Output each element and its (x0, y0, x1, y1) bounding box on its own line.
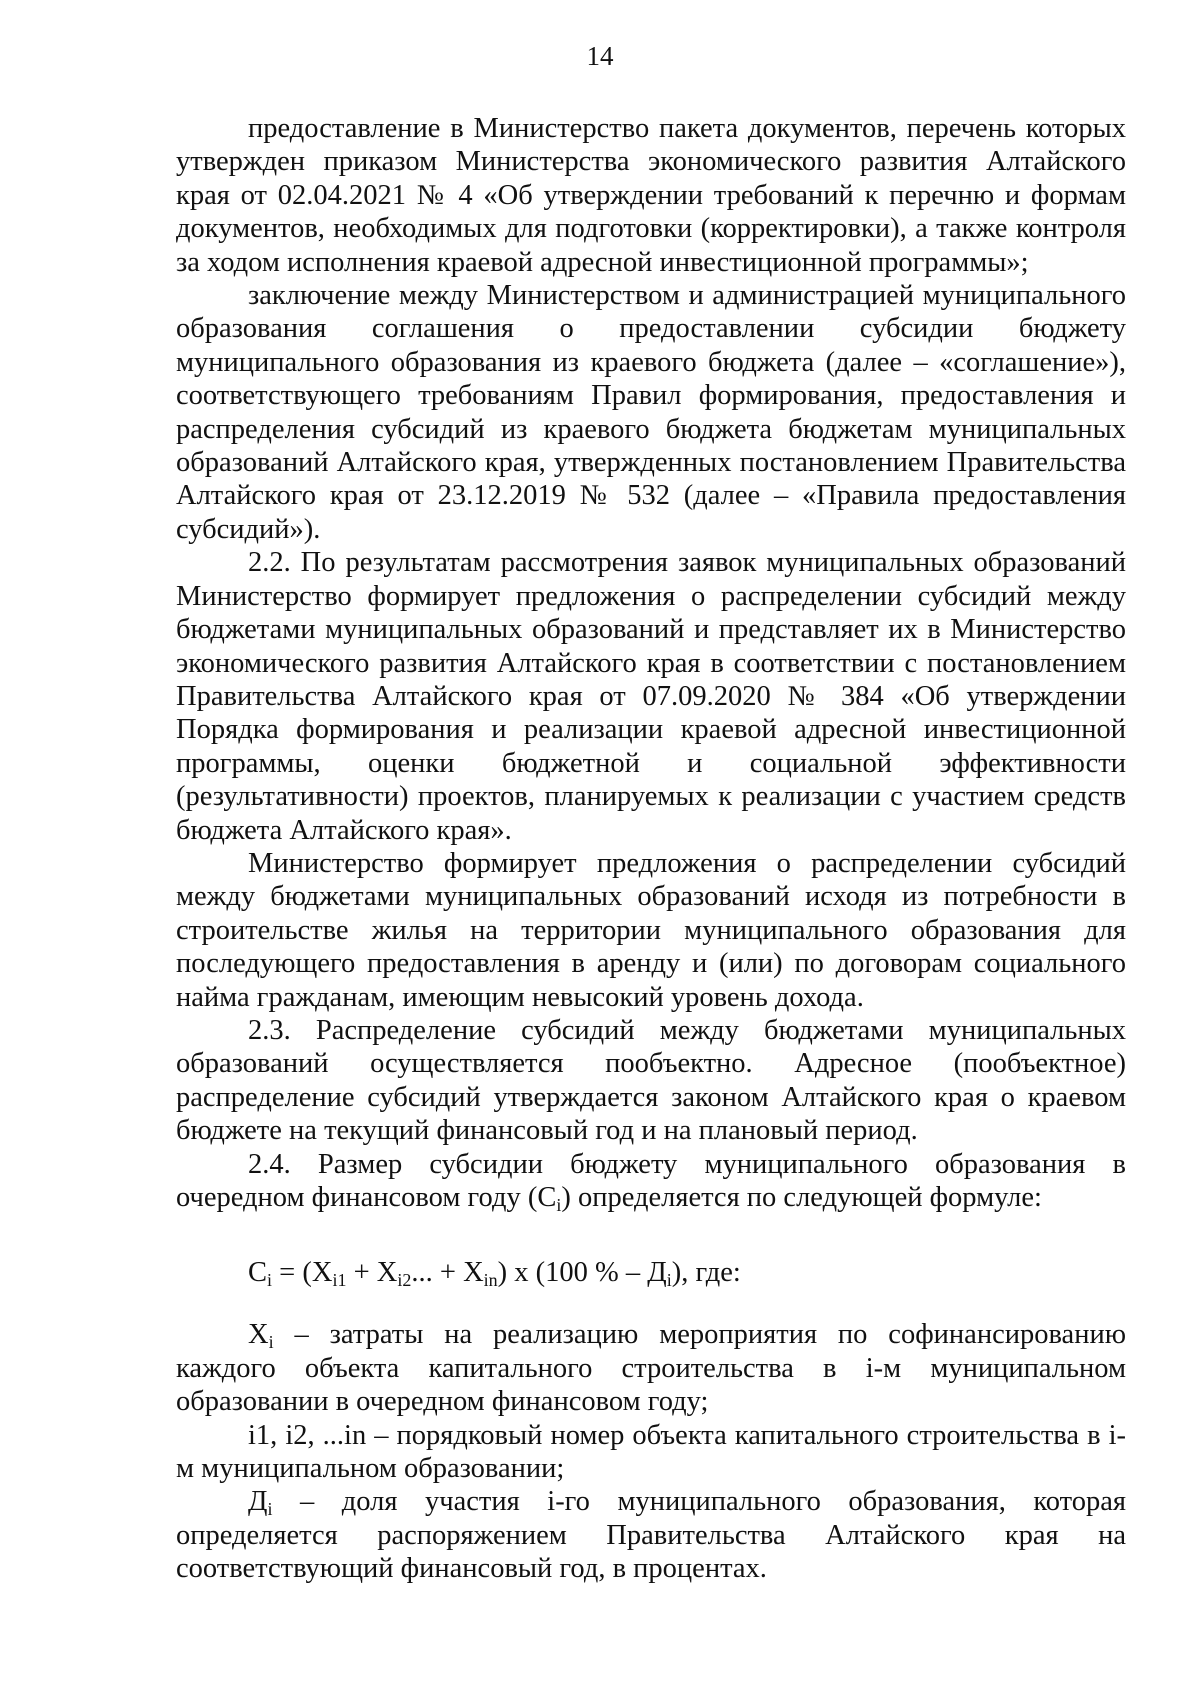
formula-end: ), где: (671, 1257, 741, 1289)
definition-xi-symbol: Х (248, 1319, 269, 1351)
paragraph-2-2: 2.2. По результатам рассмотрения заявок муниципальных образований Министерство формирует предложения о распределении субсидий между бюджетами муниципальных образований и представляет их в Министерство экономического развития Алтайского края в соответствии с постановлением Правительства Алтайского края от 07.09.2020 № 384 «Об утверждении Порядка формирования и реализации краевой адресной инвестиционной программы, оценки бюджетной и социальной эффективности (результативности) проектов, планируемых к реализации с участием средств бюджета Алтайского края». (176, 547, 1126, 846)
subsidy-formula (176, 1256, 1126, 1290)
formula-xn-sub: in (483, 1270, 498, 1291)
paragraph-agreement: заключение между Министерством и администрацией муниципального образования соглашения о предоставлении субсидии бюджету муниципального образования из краевого бюджета (далее – «соглашение»), соответствующего требованиям Правил формирования, предоставления и распределения субсидий из краевого бюджета бюджетам муниципальных образований Алтайского края, утвержденных постановлением Правительства Алтайского края от 23.12.2019 № 532 (далее – «Правила предоставления субсидий»). (176, 280, 1126, 545)
paragraph-2-4-after: ) определяется по следующей формуле: (561, 1182, 1042, 1213)
paragraph-documents-package: предоставление в Министерство пакета документов, перечень которых утвержден приказом Министерства экономического развития Алтайского края от 02.04.2021 № 4 «Об утверждении требований к перечню и формам документов, необходимых для подготовки (корректировки), а также контроля за ходом исполнения краевой адресной инвестиционной программы»; (176, 113, 1126, 278)
formula-eq-open: = (Х (272, 1257, 333, 1289)
formula-mid: ) х (100 % – Д (497, 1257, 667, 1289)
page-number: 14 (586, 41, 614, 71)
definition-di (176, 1485, 1126, 1585)
definition-xi (176, 1318, 1126, 1418)
definition-di-symbol: Д (248, 1486, 268, 1518)
formula-x2-sub: i2 (397, 1270, 412, 1291)
definition-di-text: – доля участия i-го муниципального образования, которая определяется распоряжением Правительства Алтайского края на соответствующий финансовый год, в процентах. (176, 1486, 1126, 1585)
formula-dots-plus: ... + Х (411, 1257, 484, 1289)
definition-xi-text: – затраты на реализацию мероприятия по софинансированию каждого объекта капитального строительства в i-м муниципальном образовании в очередном финансовом году; (176, 1319, 1126, 1418)
paragraph-2-4 (176, 1148, 1126, 1215)
definition-xi-sub: i (268, 1332, 274, 1353)
formula-d-sub: i (666, 1270, 672, 1291)
formula-plus1: + Х (346, 1257, 398, 1289)
formula-c-sub: i (267, 1270, 273, 1291)
paragraph-2-4-before: 2.4. Размер субсидии бюджету муниципального образования в очередном финансовом году (С (176, 1148, 1126, 1213)
definition-di-sub: i (267, 1499, 273, 1520)
paragraph-2-4-subscript: i (556, 1195, 562, 1215)
formula-x1-sub: i1 (332, 1270, 347, 1291)
definition-indices: i1, i2, ...in – порядковый номер объекта капитального строительства в i-м муниципальном образовании; (176, 1419, 1126, 1485)
paragraph-2-3: 2.3. Распределение субсидий между бюджетами муниципальных образований осуществляется пообъектно. Адресное (пообъектное) распределение субсидий утверждается законом Алтайского края о краевом бюджете на текущий финансовый год и на плановый период. (176, 1014, 1126, 1147)
document-body (176, 112, 1126, 1586)
formula-c: С (248, 1257, 268, 1289)
paragraph-ministry-proposals: Министерство формирует предложения о распределении субсидий между бюджетами муниципальных образований исходя из потребности в строительстве жилья на территории муниципального образования для последующего предоставления в аренду и (или) по договорам социального найма гражданам, имеющим невысокий уровень дохода. (176, 847, 1126, 1013)
